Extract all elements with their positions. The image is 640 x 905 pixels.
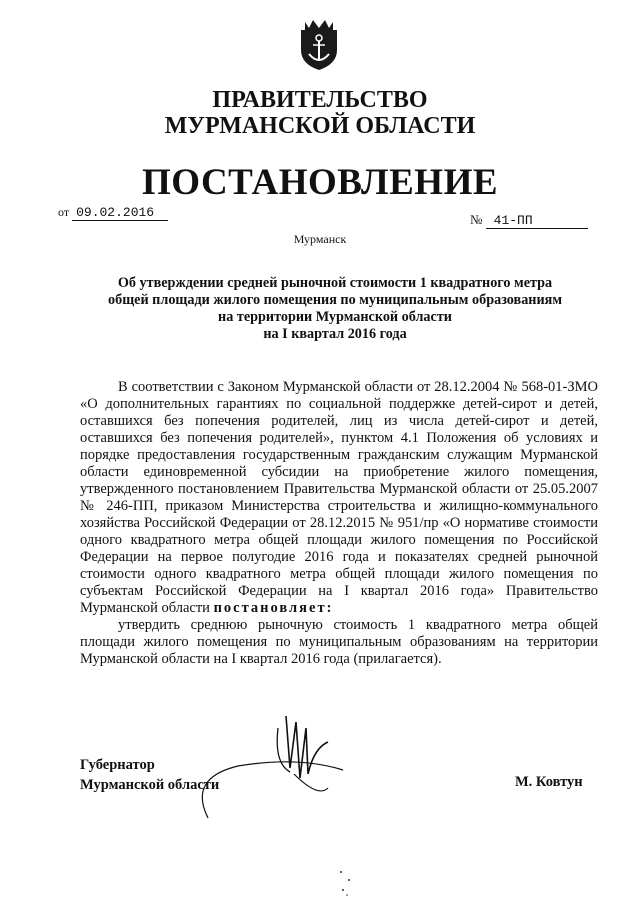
decree-title-line: на территории Мурманской области	[218, 309, 452, 325]
document-date	[58, 205, 168, 221]
decree-body	[80, 379, 598, 668]
city-name: Мурманск	[293, 232, 347, 246]
body-paragraph-1	[80, 379, 598, 617]
decree-title-line: Об утверждении средней рыночной стоимости 1 квадратного метра	[117, 275, 553, 291]
number-value: 41-ПП	[486, 213, 588, 229]
decree-title-line: общей площади жилого помещения по муниципальным образованиям	[108, 292, 562, 308]
signatory-position	[80, 755, 219, 795]
government-title-line1: ПРАВИТЕЛЬСТВО	[212, 87, 428, 113]
document-type-title: ПОСТАНОВЛЕНИЕ	[141, 162, 499, 203]
position-line1: Губернатор	[80, 757, 155, 773]
government-title-line2: МУРМАНСКОЙ ОБЛАСТИ	[164, 113, 476, 139]
number-prefix: №	[470, 212, 483, 227]
decree-title-line: на I квартал 2016 года	[263, 326, 407, 342]
preamble-text: В соответствии с Законом Мурманской области от 28.12.2004 № 568-01-ЗМО «О дополнительных гарантиях по социальной поддержке детей-сирот и детей, оставшихся без попечения родителей, лиц из числа детей-сирот и детей, оставшихся без попечения родителей», пунктом 4.1 Положения об условиях и порядке предоставления государственным гражданским служащим Мурманской области единовременной субсидии на приобретение жилого помещения, утвержденного постановлением Правительства Мурманской области от 25.05.2007 № 246-ПП, приказом Министерства строительства и жилищно-коммунального хозяйства Российской Федерации от 28.12.2015 № 951/пр «О нормативе стоимости одного квадратного метра общей площади жилого помещения по Российской Федерации на первое полугодие 2016 года и показателях средней рыночной стоимости одного квадратного метра общей площади жилого помещения по субъектам Российской Федерации на I квартал 2016 года» Правительство Мурманской области	[80, 379, 598, 616]
signatory-name: М. Ковтун	[515, 774, 583, 790]
scan-marks-icon	[335, 868, 355, 898]
document-number	[470, 212, 588, 229]
date-value: 09.02.2016	[72, 205, 168, 221]
murmansk-coat-of-arms-icon	[291, 16, 347, 72]
body-paragraph-2: утвердить среднюю рыночную стоимость 1 квадратного метра общей площади жилого помещения по муниципальным образованиям на территории Мурманской области на I квартал 2016 года (прилагается).	[80, 617, 598, 667]
decree-word: постановляет:	[213, 600, 334, 616]
position-line2: Мурманской области	[80, 777, 220, 793]
decree-title	[80, 275, 590, 343]
date-prefix: от	[58, 205, 70, 219]
